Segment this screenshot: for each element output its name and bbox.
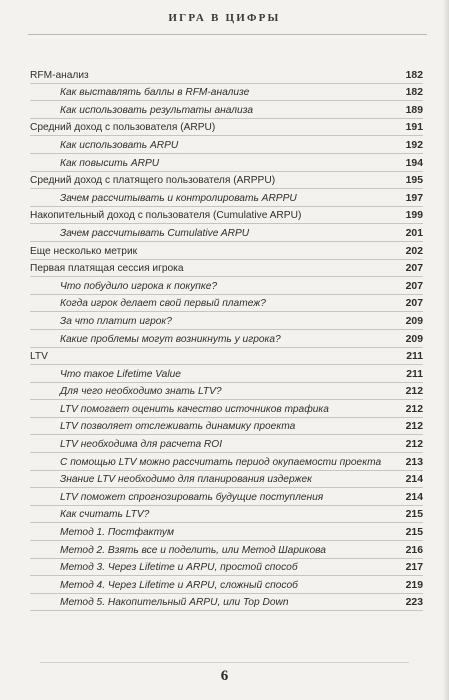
toc-subentry (30, 488, 423, 506)
toc-subentry (30, 101, 423, 119)
toc-entry-page: 213 (405, 456, 423, 468)
toc-entry-title: Как повысить ARPU (60, 157, 160, 169)
toc-entry-page: 207 (405, 280, 423, 292)
toc-subentry (30, 576, 423, 594)
toc-entry-page: 219 (405, 579, 423, 591)
page-edge-shadow (443, 0, 449, 700)
toc-entry-title: Знание LTV необходимо для планирования издержек (60, 474, 312, 486)
toc-entry-title: Как использовать результаты анализа (60, 104, 254, 116)
toc-entry-page: 214 (405, 491, 423, 503)
header-rule (28, 34, 427, 35)
toc-subentry (30, 435, 423, 453)
toc-subentry (30, 154, 423, 172)
toc-entry-page: 212 (405, 403, 423, 415)
toc-entry-page: 217 (405, 562, 423, 574)
toc-subentry (30, 418, 423, 436)
toc-entry-title: Средний доход с пользователя (ARPU) (30, 122, 216, 134)
toc-entry-page: 214 (405, 474, 423, 486)
toc-entry-title: Что такое Lifetime Value (60, 368, 181, 380)
toc-entry (30, 242, 423, 260)
toc-entry-page: 212 (405, 386, 423, 398)
toc-entry-page: 201 (405, 227, 423, 239)
toc-subentry (30, 136, 423, 154)
toc-entry-title: Средний доход с платящего пользователя (ARPPU) (30, 175, 276, 187)
toc-entry-title: LTV (30, 351, 48, 363)
toc-subentry (30, 523, 423, 541)
toc-entry-title: Еще несколько метрик (30, 245, 138, 257)
toc-entry-page: 211 (406, 368, 423, 380)
toc-entry-title: Как считать LTV? (60, 509, 150, 521)
toc-entry-page: 223 (405, 597, 423, 609)
toc-entry-page: 212 (405, 439, 423, 451)
toc-entry-page: 202 (405, 245, 423, 257)
toc-entry-title: Когда игрок делает свой первый платеж? (60, 298, 266, 310)
toc-entry (30, 119, 423, 137)
toc-entry (30, 348, 423, 366)
toc-entry-title: Как использовать ARPU (60, 139, 179, 151)
toc-entry-title: За что платит игрок? (60, 315, 172, 327)
toc-entry-page: 191 (405, 122, 423, 134)
toc-entry-title: Первая платящая сессия игрока (30, 263, 184, 275)
toc-entry-title: LTV поможет спрогнозировать будущие поступления (60, 491, 324, 503)
toc-subentry (30, 84, 423, 102)
table-of-contents (30, 66, 423, 611)
toc-entry (30, 172, 423, 190)
toc-entry-title: Зачем рассчитывать и контролировать ARPPU (60, 192, 297, 204)
toc-entry-title: Метод 1. Постфактум (60, 527, 174, 539)
toc-entry-title: Метод 3. Через Lifetime и ARPU, простой способ (60, 562, 298, 574)
toc-entry-title: RFM-анализ (30, 69, 89, 81)
toc-entry (30, 207, 423, 225)
toc-subentry (30, 189, 423, 207)
toc-subentry (30, 365, 423, 383)
toc-subentry (30, 330, 423, 348)
running-title: ИГРА В ЦИФРЫ (168, 12, 281, 24)
toc-subentry (30, 400, 423, 418)
toc-entry-page: 192 (405, 139, 423, 151)
toc-entry-page: 212 (405, 421, 423, 433)
toc-subentry (30, 471, 423, 489)
page-number: 6 (220, 668, 229, 684)
toc-entry (30, 260, 423, 278)
toc-subentry (30, 506, 423, 524)
toc-entry-title: LTV позволяет отслеживать динамику проекта (60, 421, 296, 433)
toc-entry-title: Метод 4. Через Lifetime и ARPU, сложный способ (60, 579, 298, 591)
toc-entry-page: 209 (405, 333, 423, 345)
toc-subentry (30, 277, 423, 295)
toc-entry-title: Метод 2. Взять все и поделить, или Метод Шарикова (60, 544, 326, 556)
toc-entry-page: 197 (405, 192, 423, 204)
toc-subentry (30, 541, 423, 559)
toc-subentry (30, 559, 423, 577)
toc-entry-title: LTV помогает оценить качество источников трафика (60, 403, 329, 415)
footer-rule (40, 662, 409, 663)
toc-subentry (30, 383, 423, 401)
toc-entry-page: 195 (405, 175, 423, 187)
toc-entry-title: Зачем рассчитывать Cumulative ARPU (60, 227, 250, 239)
toc-subentry (30, 594, 423, 612)
toc-entry-page: 216 (405, 544, 423, 556)
toc-entry-page: 215 (405, 509, 423, 521)
toc-entry-page: 182 (405, 69, 423, 81)
toc-entry-page: 199 (405, 210, 423, 222)
toc-entry-title: Какие проблемы могут возникнуть у игрока? (60, 333, 281, 345)
toc-entry-title: Как выставлять баллы в RFM-анализе (60, 87, 250, 99)
toc-entry-title: Для чего необходимо знать LTV? (60, 386, 222, 398)
toc-entry-title: Метод 5. Накопительный ARPU, или Top Down (60, 597, 289, 609)
toc-entry-title: LTV необходима для расчета ROI (60, 439, 223, 451)
toc-subentry (30, 453, 423, 471)
toc-entry-page: 194 (405, 157, 423, 169)
toc-entry-title: Что побудило игрока к покупке? (60, 280, 218, 292)
toc-entry-page: 211 (406, 351, 423, 363)
toc-entry-title: Накопительный доход с пользователя (Cumulative ARPU) (30, 210, 302, 222)
toc-entry (30, 66, 423, 84)
toc-subentry (30, 295, 423, 313)
toc-entry-page: 209 (405, 315, 423, 327)
toc-entry-page: 215 (405, 527, 423, 539)
toc-entry-title: С помощью LTV можно рассчитать период окупаемости проекта (60, 456, 382, 468)
toc-subentry (30, 224, 423, 242)
toc-entry-page: 182 (405, 87, 423, 99)
toc-entry-page: 207 (405, 263, 423, 275)
toc-subentry (30, 312, 423, 330)
toc-entry-page: 189 (405, 104, 423, 116)
toc-entry-page: 207 (405, 298, 423, 310)
